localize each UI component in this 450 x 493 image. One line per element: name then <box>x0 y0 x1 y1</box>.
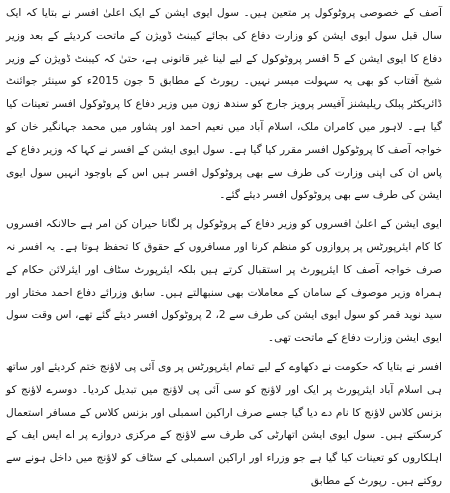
paragraph-1: آصف کے خصوصی پروٹوکول پر متعین ہیں۔ سول ایوی ایشن کے ایک اعلیٰ افسر نے بتایا کہ ایک سال قبل سول ایوی ایشن کو وزارت دفاع کی بجائے کیبنٹ ڈویژن کے ماتحت کردیئے کے بعد وزیر دفاع کا ایوی ایشن کے 5 افسر پروٹوکول کے لیے لینا غیر قانونی ہے، حتیٰ کہ کیبنٹ ڈویژن کے وزیر شیخ آفتاب کو بھی یہ سہولت میسر نہیں۔ رپورٹ کے مطابق 5 جون 2015ء کو سینئر جوائنٹ ڈائریکٹر پبلک ریلیشنز آفیسر پرویز جارج کو سندھ زون میں وزیر دفاع کا پروٹوکول افسر تعینات کیا گیا ہے۔ لاہور میں کامران ملک، اسلام آباد میں نعیم احمد اور پشاور میں محمد جہانگیر خان کو خواجہ آصف کا پروٹوکول افسر مقرر کیا گیا ہے۔ سول ایوی ایشن کے افسر نے کہا کہ وزیر دفاع کے پاس ان کی اپنی وزارت کی طرف سے بھی پروٹوکول افسر ہیں اس کے باوجود انہیں سول ایوی ایشن کی طرف سے بھی پروٹوکول افسر دیئے گئے۔ <box>6 7 442 202</box>
paragraph-2: ایوی ایشن کے اعلیٰ افسروں کو وزیر دفاع کے پروٹوکول پر لگانا حیران کن امر ہے حالانکہ افسروں کا کام ایئرپورٹس پر پروازوں کو منظم کرنا اور مسافروں کے حقوق کا تحفظ ہوتا ہے۔ یہ افسر نہ صرف خواجہ آصف کا ایئرپورٹ پر استقبال کرتے ہیں بلکہ ایئرپورٹ سٹاف اور ایئرلائن حکام کے ہمراہ وزیر موصوف کے سامان کے معاملات بھی سنبھالتے ہیں۔ سابق وزرائے دفاع احمد مختار اور سید نوید قمر کو سول ایوی ایشن کی طرف سے 2، 2 پروٹوکول افسر دیئے گئے تھے، اس وقت سول ایوی ایشن وزارت دفاع کے ماتحت تھی۔ <box>6 218 443 345</box>
paragraph-3: افسر نے بتایا کہ حکومت نے دکھاوے کے لیے تمام ایئرپورٹس پر وی آئی پی لاؤنج ختم کردیئے اور ساتھ ہی اسلام آباد ایئرپورٹ پر ایک اور لاؤنج کو سی آئی پی لاؤنج میں تبدیل کردیا۔ دوسرے لاؤنج کو بزنس کلاس لاؤنج کا نام دے دیا گیا جسے صرف اراکین اسمبلی اور بزنس کلاس کے مسافر استعمال کرسکتے ہیں۔ سول ایوی ایشن اتھارٹی کی طرف سے لاؤنج کے مرکزی دروازے پر اے ایس ایف کے اہلکاروں کو تعینات کیا گیا ہے جو وزراء اور اراکین اسمبلی کے سٹاف کو لاؤنج میں داخل ہونے سے روکتے ہیں۔ رپورٹ کے مطابق <box>6 360 442 487</box>
